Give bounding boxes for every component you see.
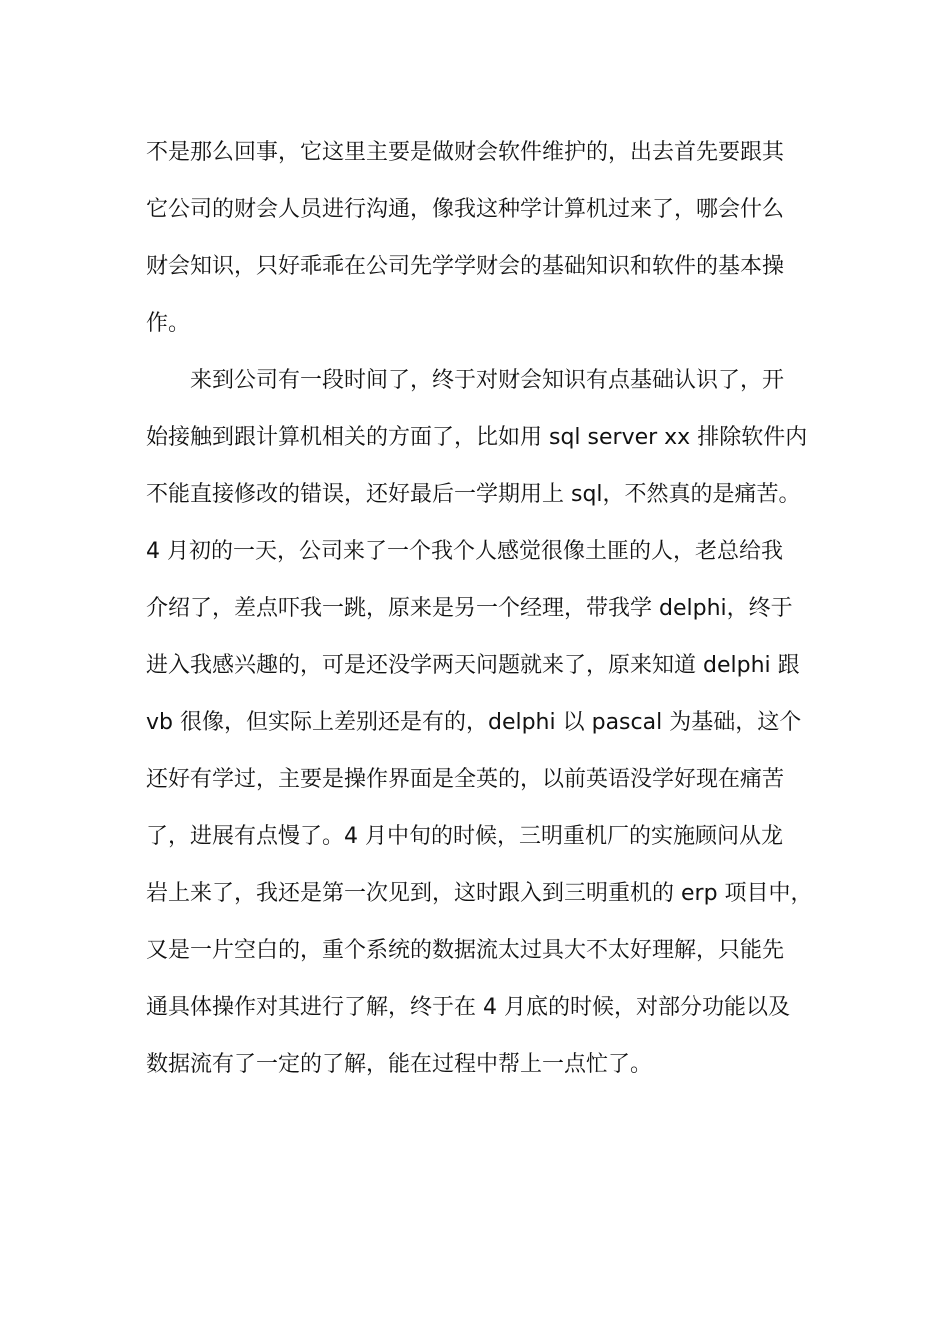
- text-line: 不是那么回事，它这里主要是做财会软件维护的，出去首先要跟其: [146, 140, 785, 165]
- text-line: 通具体操作对其进行了解，终于在 4 月底的时候，对部分功能以及: [146, 995, 790, 1020]
- text-line: 数据流有了一定的了解，能在过程中帮上一点忙了。: [146, 1052, 653, 1077]
- text-line: vb 很像，但实际上差别还是有的，delphi 以 pascal 为基础，这个: [146, 710, 802, 735]
- text-line: 还好有学过，主要是操作界面是全英的，以前英语没学好现在痛苦: [146, 767, 785, 792]
- paragraph-start-line: 来到公司有一段时间了，终于对财会知识有点基础认识了，开: [190, 368, 785, 393]
- text-line: 了，进展有点慢了。4 月中旬的时候，三明重机厂的实施顾问从龙: [146, 824, 783, 849]
- text-line: 它公司的财会人员进行沟通，像我这种学计算机过来了，哪会什么: [146, 197, 785, 222]
- text-line: 又是一片空白的，重个系统的数据流太过具大不太好理解，只能先: [146, 938, 785, 963]
- text-line: 作。: [146, 311, 191, 336]
- document-body: [146, 124, 818, 1093]
- text-line: 岩上来了，我还是第一次见到，这时跟入到三明重机的 erp 项目中，: [146, 881, 813, 906]
- text-line: 财会知识，只好乖乖在公司先学学财会的基础知识和软件的基本操: [146, 254, 785, 279]
- text-line: 进入我感兴趣的，可是还没学两天问题就来了，原来知道 delphi 跟: [146, 653, 800, 678]
- text-line: 始接触到跟计算机相关的方面了，比如用 sql server xx 排除软件内: [146, 425, 808, 450]
- text-line: 4 月初的一天，公司来了一个我个人感觉很像土匪的人，老总给我: [146, 539, 783, 564]
- text-line: 不能直接修改的错误，还好最后一学期用上 sql，不然真的是痛苦。: [146, 482, 801, 507]
- text-line: 介绍了，差点吓我一跳，原来是另一个经理，带我学 delphi，终于: [146, 596, 793, 621]
